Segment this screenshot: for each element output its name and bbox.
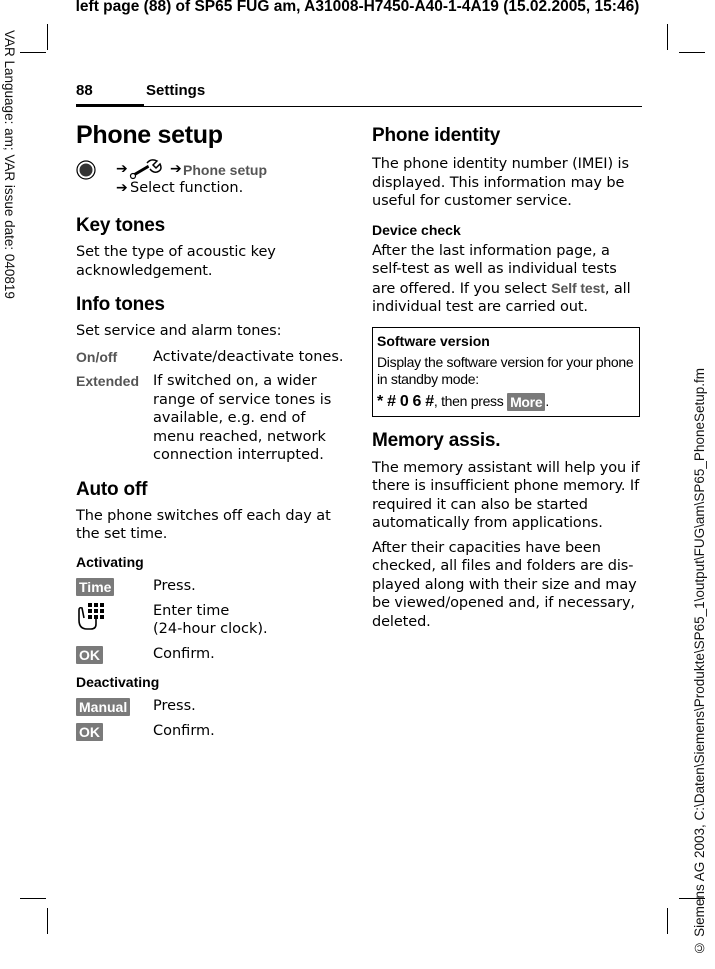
step-description-line: (24-hour clock). xyxy=(153,621,268,637)
option-description: Activate/deactivate tones. xyxy=(153,348,344,365)
arrow-icon: ➔ xyxy=(170,161,182,177)
instruction-text: . xyxy=(545,393,549,409)
time-softkey: Time xyxy=(76,578,114,596)
software-version-box xyxy=(372,327,640,417)
key-tones-heading: Key tones xyxy=(76,215,166,236)
section-title: Settings xyxy=(146,82,206,99)
info-tones-text: Set service and alarm tones: xyxy=(76,323,282,339)
auto-off-text: The phone switches off each day at the set time. xyxy=(76,507,331,542)
print-header: left page (88) of SP65 FUG am, A31008-H7450-A40-1-4A19 (15.02.2005, 15:46) xyxy=(75,0,640,15)
device-check-heading: Device check xyxy=(372,221,461,238)
menu-path-item: Phone setup xyxy=(183,162,268,178)
deactivating-subheading: Deactivating xyxy=(76,673,160,690)
crop-mark xyxy=(47,908,48,934)
memory-assist-heading: Memory assis. xyxy=(372,429,501,451)
step-description: Press. xyxy=(153,577,196,594)
ok-softkey: OK xyxy=(76,646,103,664)
step-description-line: Enter time xyxy=(153,602,230,619)
page-number: 88 xyxy=(76,82,93,99)
crop-mark xyxy=(679,52,705,53)
device-check-text xyxy=(372,242,640,317)
crop-mark xyxy=(20,52,46,53)
menu-path xyxy=(76,158,346,198)
memory-assist-text-2: After their capacities have been checked, all files and folders are dis-played along with their size and may be viewed/opened and, if necessary, deleted. xyxy=(372,539,637,630)
self-test-label: Self test xyxy=(551,279,605,296)
manual-softkey: Manual xyxy=(76,698,130,716)
instruction-text: , then press xyxy=(433,393,508,409)
page-title: Phone setup xyxy=(76,121,223,149)
var-language-note: VAR Language: am; VAR issue date: 040819 xyxy=(2,30,17,299)
deactivating-steps xyxy=(76,697,346,741)
activating-subheading: Activating xyxy=(76,553,144,570)
step-description: Confirm. xyxy=(153,645,215,662)
activating-steps xyxy=(76,577,346,664)
crop-mark xyxy=(20,898,46,899)
option-term: Extended xyxy=(76,373,140,389)
device-check-text-part: After the last information page, a self-test as well as individual tests are offered. If you select xyxy=(372,242,617,297)
menu-key-icon xyxy=(76,160,96,184)
imei-code: * # 0 6 # xyxy=(377,393,434,410)
step-description: Confirm. xyxy=(153,722,215,739)
ok-softkey: OK xyxy=(76,723,103,741)
select-function-text: Select function. xyxy=(130,180,244,196)
phone-identity-heading: Phone identity xyxy=(372,125,501,146)
crop-mark xyxy=(667,908,668,934)
option-description: If switched on, a wider range of service tones is available, e.g. end of menu reached, network connection interrupted. xyxy=(153,373,332,463)
crop-mark xyxy=(47,24,48,50)
arrow-icon: ➔ xyxy=(116,180,128,196)
phone-identity-text: The phone identity number (IMEI) is displayed. This information may be useful for customer service. xyxy=(372,156,629,209)
header-rule xyxy=(144,106,642,107)
keypad-icon xyxy=(76,602,153,639)
header-rule-thick xyxy=(76,104,144,107)
device-check-text-part: , all individual test are carried out. xyxy=(372,280,631,315)
crop-mark xyxy=(667,24,668,50)
memory-assist-text: The memory assistant will help you if there is insufficient phone memory. If required it can also be started automatically from applications. xyxy=(372,459,640,531)
software-version-title: Software version xyxy=(377,332,490,349)
key-tones-text: Set the type of acoustic key acknowledgement. xyxy=(76,244,276,279)
software-version-instruction xyxy=(377,393,635,411)
arrow-icon: ➔ xyxy=(116,161,128,177)
right-column xyxy=(372,118,640,631)
step-description: Press. xyxy=(153,697,196,714)
auto-off-heading: Auto off xyxy=(76,478,148,500)
software-version-text: Display the software version for your phone in standby mode: xyxy=(377,353,634,387)
option-term: On/off xyxy=(76,348,118,365)
copyright-path-note: © Siemens AG 2003, C:\Daten\Siemens\Produkte\SP65_1\output\FUG\am\SP65_PhoneSetup.fm xyxy=(692,368,707,956)
left-column xyxy=(76,118,346,741)
info-tones-options xyxy=(76,348,346,465)
more-softkey: More xyxy=(507,393,545,411)
step-description xyxy=(153,602,346,639)
info-tones-heading: Info tones xyxy=(76,294,165,315)
